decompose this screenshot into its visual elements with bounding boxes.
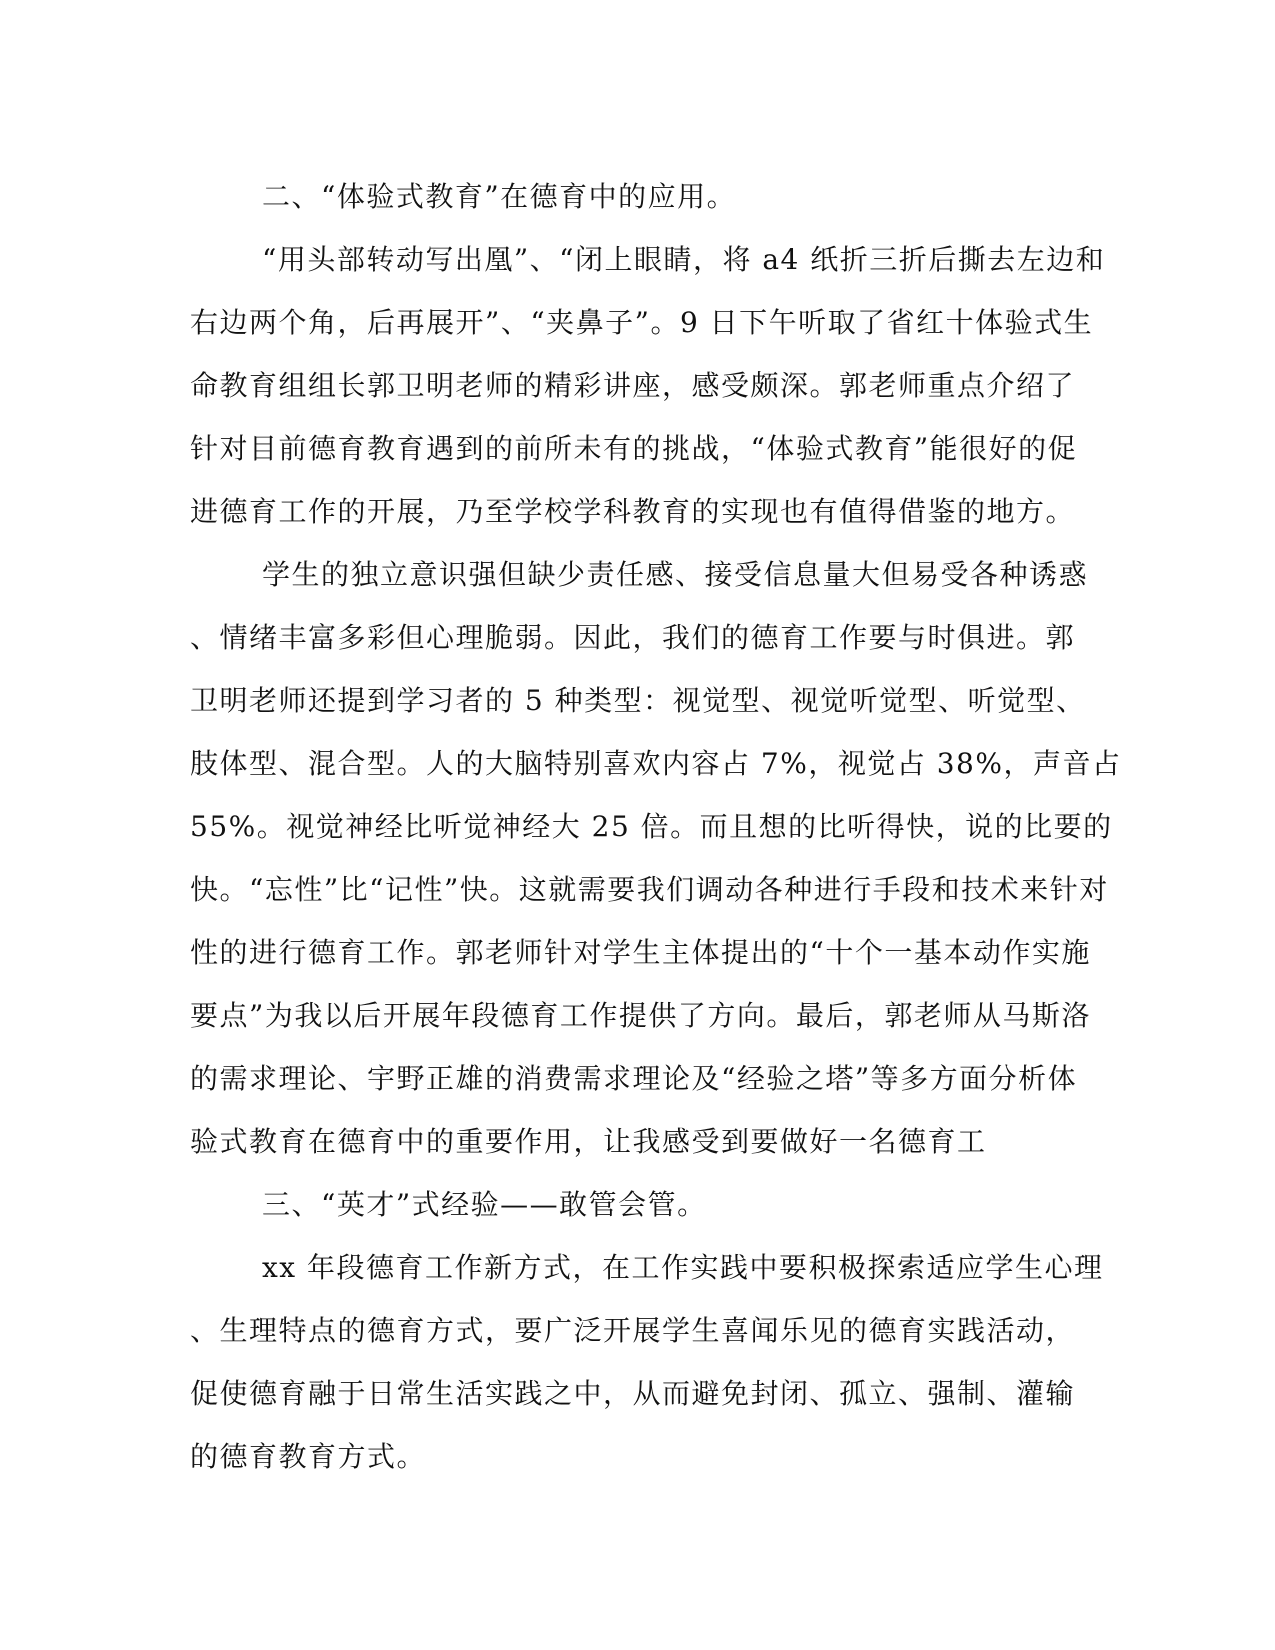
paragraph-line: 进德育工作的开展，乃至学校学科教育的实现也有值得借鉴的地方。 <box>190 495 1076 528</box>
paragraph-line: 要点”为我以后开展年段德育工作提供了方向。最后，郭老师从马斯洛 <box>190 999 1091 1032</box>
paragraph-line: 55%。视觉神经比听觉神经大 25 倍。而且想的比听得快，说的比要的 <box>190 810 1113 843</box>
paragraph-line: 命教育组组长郭卫明老师的精彩讲座，感受颇深。郭老师重点介绍了 <box>190 369 1076 402</box>
paragraph-line: 的需求理论、宇野正雄的消费需求理论及“经验之塔”等多方面分析体 <box>190 1062 1078 1095</box>
document-body <box>190 165 1122 1488</box>
paragraph-line: 、生理特点的德育方式，要广泛开展学生喜闻乐见的德育实践活动， <box>190 1314 1076 1347</box>
paragraph-line: 的德育教育方式。 <box>190 1440 427 1473</box>
paragraph-line: xx 年段德育工作新方式，在工作实践中要积极探索适应学生心理 <box>262 1251 1104 1284</box>
paragraph-line: 学生的独立意识强但缺少责任感、接受信息量大但易受各种诱惑 <box>262 558 1089 591</box>
paragraph-line: 验式教育在德育中的重要作用，让我感受到要做好一名德育工 <box>190 1125 987 1158</box>
paragraph-line: “用头部转动写出凰”、“闭上眼睛，将 a4 纸折三折后撕去左边和 <box>262 243 1106 276</box>
paragraph-line: 性的进行德育工作。郭老师针对学生主体提出的“十个一基本动作实施 <box>190 936 1091 969</box>
paragraph-line: 促使德育融于日常生活实践之中，从而避免封闭、孤立、强制、灌输 <box>190 1377 1076 1410</box>
paragraph-line: 卫明老师还提到学习者的 5 种类型：视觉型、视觉听觉型、听觉型、 <box>190 684 1086 717</box>
paragraph-line: 快。“忘性”比“记性”快。这就需要我们调动各种进行手段和技术来针对 <box>190 873 1109 906</box>
section-heading-2: 二、“体验式教育”在德育中的应用。 <box>262 180 737 213</box>
paragraph-line: 针对目前德育教育遇到的前所未有的挑战，“体验式教育”能很好的促 <box>190 432 1078 465</box>
section-heading-3: 三、“英才”式经验——敢管会管。 <box>262 1188 707 1221</box>
paragraph-line: 、情绪丰富多彩但心理脆弱。因此，我们的德育工作要与时俱进。郭 <box>190 621 1076 654</box>
paragraph-line: 右边两个角，后再展开”、“夹鼻子”。9 日下午听取了省红十体验式生 <box>190 306 1094 339</box>
paragraph-line: 肢体型、混合型。人的大脑特别喜欢内容占 7%，视觉占 38%，声音占 <box>190 747 1122 780</box>
